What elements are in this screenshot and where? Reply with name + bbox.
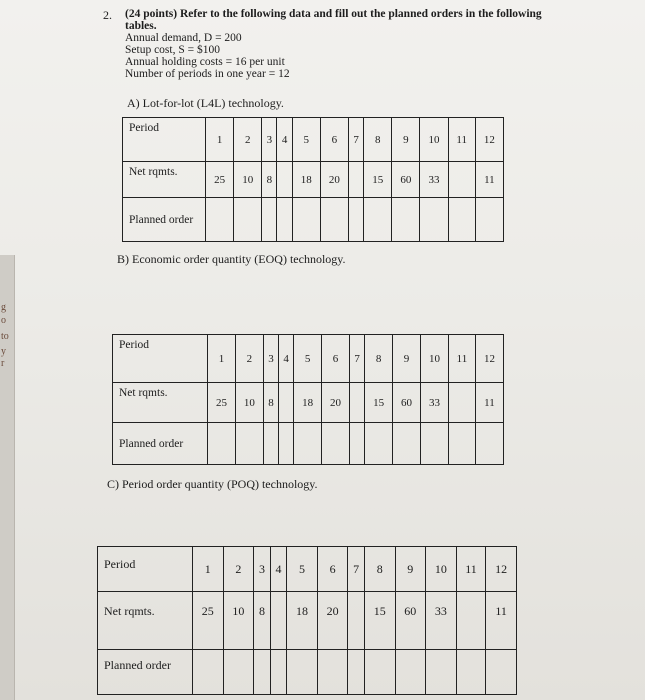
net-cell: 18 bbox=[292, 162, 320, 198]
net-cell: 10 bbox=[235, 383, 263, 423]
planned-order-cell[interactable] bbox=[235, 423, 263, 465]
period-cell: 6 bbox=[320, 118, 348, 162]
period-cell: 7 bbox=[348, 118, 363, 162]
period-cell: 2 bbox=[223, 547, 254, 592]
net-cell: 11 bbox=[475, 162, 503, 198]
period-cell: 4 bbox=[279, 335, 294, 383]
net-cell: 25 bbox=[208, 383, 236, 423]
period-cell: 10 bbox=[426, 547, 457, 592]
net-cell: 8 bbox=[263, 383, 278, 423]
net-cell: 60 bbox=[392, 162, 420, 198]
planned-order-cell[interactable] bbox=[392, 198, 420, 242]
period-cell: 9 bbox=[392, 118, 420, 162]
eoq-table bbox=[112, 334, 504, 465]
period-cell: 4 bbox=[277, 118, 292, 162]
planned-order-row bbox=[113, 423, 504, 465]
question-header bbox=[125, 8, 565, 80]
net-cell: 10 bbox=[223, 592, 254, 650]
net-rqmts-label: Net rqmts. bbox=[123, 162, 206, 198]
net-cell: 15 bbox=[364, 592, 395, 650]
section-a-title: A) Lot-for-lot (L4L) technology. bbox=[127, 96, 284, 110]
planned-order-cell[interactable] bbox=[365, 423, 393, 465]
planned-order-label: Planned order bbox=[98, 650, 193, 695]
net-cell: 25 bbox=[206, 162, 234, 198]
net-cell: 15 bbox=[364, 162, 392, 198]
planned-order-cell[interactable] bbox=[193, 650, 224, 695]
planned-order-cell[interactable] bbox=[420, 198, 448, 242]
net-cell: 11 bbox=[486, 592, 517, 650]
period-cell: 3 bbox=[263, 335, 278, 383]
planned-order-row bbox=[98, 650, 517, 695]
section-c-title: C) Period order quantity (POQ) technology. bbox=[107, 477, 318, 491]
edge-text: to bbox=[1, 331, 9, 342]
period-label: Period bbox=[98, 547, 193, 592]
period-label: Period bbox=[113, 335, 208, 383]
question-intro-cont: tables. bbox=[125, 20, 157, 32]
net-cell: 8 bbox=[262, 162, 277, 198]
period-cell: 12 bbox=[475, 335, 503, 383]
period-cell: 2 bbox=[234, 118, 262, 162]
planned-order-cell[interactable] bbox=[317, 650, 348, 695]
period-cell: 3 bbox=[262, 118, 277, 162]
net-cell: 15 bbox=[365, 383, 393, 423]
net-cell: 60 bbox=[393, 383, 421, 423]
period-cell: 11 bbox=[448, 335, 475, 383]
adjacent-page-edge bbox=[0, 255, 15, 700]
period-cell: 10 bbox=[421, 335, 449, 383]
period-row bbox=[98, 547, 517, 592]
planned-order-cell[interactable] bbox=[393, 423, 421, 465]
planned-order-label: Planned order bbox=[113, 423, 208, 465]
period-cell: 8 bbox=[364, 547, 395, 592]
planned-order-cell[interactable] bbox=[348, 198, 363, 242]
net-cell bbox=[277, 162, 292, 198]
planned-order-cell[interactable] bbox=[456, 650, 486, 695]
planned-order-cell[interactable] bbox=[486, 650, 517, 695]
section-b-title: B) Economic order quantity (EOQ) technology. bbox=[117, 252, 346, 266]
net-cell: 20 bbox=[320, 162, 348, 198]
period-cell: 2 bbox=[235, 335, 263, 383]
poq-table bbox=[97, 546, 517, 695]
period-cell: 1 bbox=[208, 335, 236, 383]
net-cell: 60 bbox=[395, 592, 426, 650]
net-cell: 10 bbox=[234, 162, 262, 198]
net-cell: 20 bbox=[322, 383, 350, 423]
period-row bbox=[113, 335, 504, 383]
period-cell: 7 bbox=[350, 335, 365, 383]
planned-order-cell[interactable] bbox=[292, 198, 320, 242]
periods-per-year: Number of periods in one year = 12 bbox=[125, 68, 290, 80]
net-rqmts-label: Net rqmts. bbox=[98, 592, 193, 650]
period-cell: 11 bbox=[448, 118, 475, 162]
net-cell bbox=[456, 592, 486, 650]
edge-text: o bbox=[1, 315, 6, 326]
net-cell: 25 bbox=[193, 592, 224, 650]
planned-order-cell[interactable] bbox=[287, 650, 318, 695]
planned-order-cell[interactable] bbox=[421, 423, 449, 465]
planned-order-cell[interactable] bbox=[206, 198, 234, 242]
net-cell bbox=[448, 162, 475, 198]
period-cell: 10 bbox=[420, 118, 448, 162]
planned-order-cell[interactable] bbox=[262, 198, 277, 242]
planned-order-cell[interactable] bbox=[279, 423, 294, 465]
planned-order-cell[interactable] bbox=[475, 423, 503, 465]
planned-order-cell[interactable] bbox=[320, 198, 348, 242]
net-cell: 8 bbox=[254, 592, 270, 650]
question-intro: (24 points) Refer to the following data and fill out the planned orders in the following bbox=[125, 8, 542, 20]
net-cell: 18 bbox=[287, 592, 318, 650]
period-cell: 11 bbox=[456, 547, 486, 592]
period-cell: 12 bbox=[486, 547, 517, 592]
planned-order-cell[interactable] bbox=[448, 198, 475, 242]
planned-order-cell[interactable] bbox=[223, 650, 254, 695]
net-rqmts-row bbox=[123, 162, 504, 198]
net-cell bbox=[270, 592, 286, 650]
period-cell: 7 bbox=[348, 547, 364, 592]
period-cell: 9 bbox=[395, 547, 426, 592]
planned-order-cell[interactable] bbox=[263, 423, 278, 465]
net-cell bbox=[448, 383, 475, 423]
period-cell: 3 bbox=[254, 547, 270, 592]
planned-order-row bbox=[123, 198, 504, 242]
period-label: Period bbox=[123, 118, 206, 162]
planned-order-cell[interactable] bbox=[294, 423, 322, 465]
question-number: 2. bbox=[103, 8, 112, 22]
net-rqmts-row bbox=[113, 383, 504, 423]
net-cell: 33 bbox=[426, 592, 457, 650]
planned-order-cell[interactable] bbox=[322, 423, 350, 465]
net-cell: 18 bbox=[294, 383, 322, 423]
net-cell: 11 bbox=[475, 383, 503, 423]
planned-order-cell[interactable] bbox=[277, 198, 292, 242]
net-cell: 20 bbox=[317, 592, 348, 650]
period-cell: 1 bbox=[206, 118, 234, 162]
planned-order-cell[interactable] bbox=[364, 198, 392, 242]
period-cell: 6 bbox=[322, 335, 350, 383]
net-cell: 33 bbox=[421, 383, 449, 423]
planned-order-cell[interactable] bbox=[348, 650, 364, 695]
period-row bbox=[123, 118, 504, 162]
holding-cost: Annual holding costs = 16 per unit bbox=[125, 56, 285, 68]
period-cell: 1 bbox=[193, 547, 224, 592]
edge-text: g bbox=[1, 302, 6, 313]
edge-text: r bbox=[1, 358, 5, 369]
planned-order-cell[interactable] bbox=[364, 650, 395, 695]
net-cell bbox=[350, 383, 365, 423]
net-rqmts-label: Net rqmts. bbox=[113, 383, 208, 423]
period-cell: 4 bbox=[270, 547, 286, 592]
period-cell: 5 bbox=[292, 118, 320, 162]
planned-order-cell[interactable] bbox=[234, 198, 262, 242]
annual-demand: Annual demand, D = 200 bbox=[125, 32, 242, 44]
net-cell bbox=[279, 383, 294, 423]
planned-order-cell[interactable] bbox=[254, 650, 270, 695]
net-cell bbox=[348, 592, 364, 650]
period-cell: 8 bbox=[365, 335, 393, 383]
edge-text: y bbox=[1, 346, 6, 357]
net-rqmts-row bbox=[98, 592, 517, 650]
planned-order-label: Planned order bbox=[123, 198, 206, 242]
planned-order-cell[interactable] bbox=[270, 650, 286, 695]
net-cell bbox=[348, 162, 363, 198]
period-cell: 5 bbox=[294, 335, 322, 383]
planned-order-cell[interactable] bbox=[395, 650, 426, 695]
planned-order-cell[interactable] bbox=[448, 423, 475, 465]
period-cell: 12 bbox=[475, 118, 503, 162]
period-cell: 9 bbox=[393, 335, 421, 383]
period-cell: 5 bbox=[287, 547, 318, 592]
planned-order-cell[interactable] bbox=[208, 423, 236, 465]
l4l-table bbox=[122, 117, 504, 242]
planned-order-cell[interactable] bbox=[426, 650, 457, 695]
planned-order-cell[interactable] bbox=[350, 423, 365, 465]
net-cell: 33 bbox=[420, 162, 448, 198]
period-cell: 6 bbox=[317, 547, 348, 592]
setup-cost: Setup cost, S = $100 bbox=[125, 44, 220, 56]
period-cell: 8 bbox=[364, 118, 392, 162]
planned-order-cell[interactable] bbox=[475, 198, 503, 242]
